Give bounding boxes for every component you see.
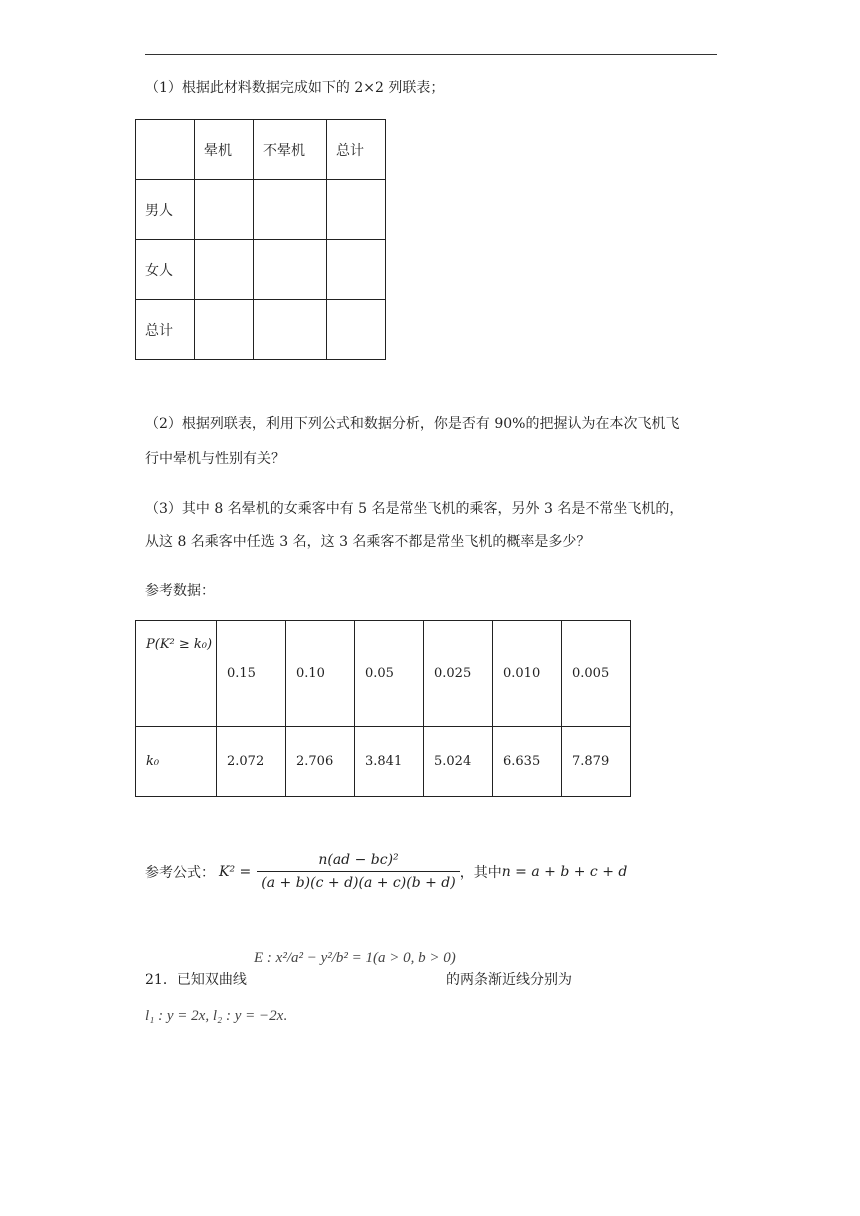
table-cell <box>195 300 254 360</box>
probability-value: 0.010 <box>493 621 562 727</box>
hyperbola-equation: E : x²/a² − y²/b² = 1(a > 0, b > 0) <box>254 950 456 966</box>
formula-numerator: n(ad − bc)² <box>257 852 459 872</box>
critical-value: 6.635 <box>493 727 562 797</box>
critical-value-header: k₀ <box>136 727 217 797</box>
probability-value: 0.05 <box>355 621 424 727</box>
question-3-line-1: （3）其中 8 名晕机的女乘客中有 5 名是常坐飞机的乘客，另外 3 名是不常坐飞机的， <box>145 501 684 517</box>
probability-value: 0.15 <box>217 621 286 727</box>
table-header-cell: 不晕机 <box>254 120 327 180</box>
table-header-cell <box>136 120 195 180</box>
question-2-line-2: 行中晕机与性别有关？ <box>145 451 285 467</box>
question-21-number: 21．已知双曲线 <box>145 972 247 988</box>
reference-formula <box>145 852 725 891</box>
critical-value: 2.706 <box>286 727 355 797</box>
table-cell <box>327 180 386 240</box>
probability-header: P(K² ≥ k₀) <box>136 621 217 727</box>
probability-value: 0.005 <box>562 621 631 727</box>
table-cell <box>195 240 254 300</box>
asymptote-equations <box>145 1008 287 1025</box>
table-row-label: 女人 <box>136 240 195 300</box>
probability-value: 0.025 <box>424 621 493 727</box>
critical-value: 7.879 <box>562 727 631 797</box>
table-row-label: 男人 <box>136 180 195 240</box>
critical-value-table <box>135 620 631 797</box>
table-cell <box>254 240 327 300</box>
question-3-line-2: 从这 8 名乘客中任选 3 名，这 3 名乘客不都是常坐飞机的概率是多少？ <box>145 534 591 550</box>
table-cell <box>254 300 327 360</box>
critical-value: 5.024 <box>424 727 493 797</box>
question-1: （1）根据此材料数据完成如下的 2×2 列联表； <box>145 80 445 96</box>
formula-lhs: K² = <box>219 863 252 880</box>
asymptotes: l₁ : y = 2x, l₂ : y = −2x <box>145 1008 284 1024</box>
reference-data-label: 参考数据： <box>145 583 215 599</box>
table-cell <box>327 240 386 300</box>
contingency-table <box>135 119 386 360</box>
question-2-line-1: （2）根据列联表，利用下列公式和数据分析，你是否有 90%的把握认为在本次飞机飞 <box>145 416 680 432</box>
sentence-end: . <box>283 1008 288 1024</box>
formula-tail-text: ，其中 <box>459 864 502 881</box>
table-header-cell: 晕机 <box>195 120 254 180</box>
critical-value: 3.841 <box>355 727 424 797</box>
formula-tail-math: n = a + b + c + d <box>501 863 628 880</box>
probability-value: 0.10 <box>286 621 355 727</box>
table-row-label: 总计 <box>136 300 195 360</box>
table-cell <box>195 180 254 240</box>
formula-fraction <box>257 852 459 891</box>
table-cell <box>254 180 327 240</box>
table-header-cell: 总计 <box>327 120 386 180</box>
question-21-middle: 的两条渐近线分别为 <box>446 972 572 988</box>
header-rule <box>145 54 717 55</box>
table-cell <box>327 300 386 360</box>
critical-value: 2.072 <box>217 727 286 797</box>
formula-label: 参考公式： <box>145 864 215 881</box>
formula-denominator: (a + b)(c + d)(a + c)(b + d) <box>261 875 456 891</box>
